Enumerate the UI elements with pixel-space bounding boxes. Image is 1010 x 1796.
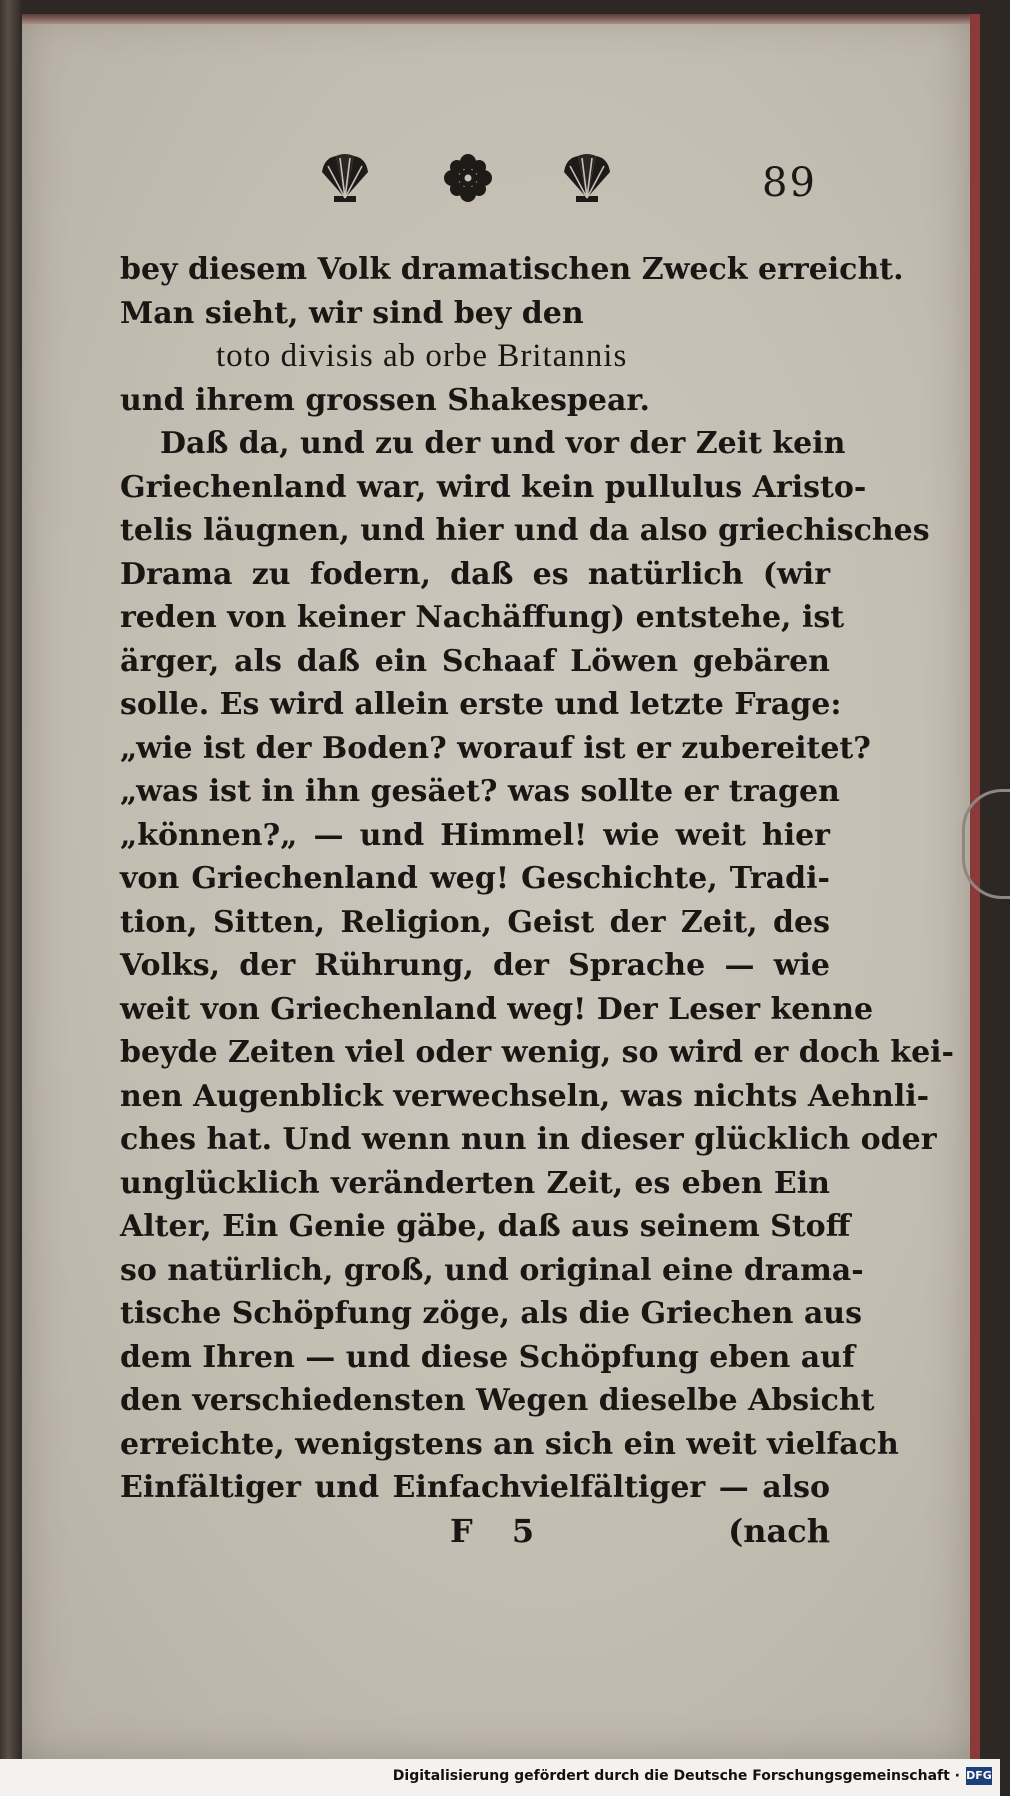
page-clip [962, 789, 1010, 899]
text-line: den verschiedensten Wegen dieselbe Absicht [120, 1383, 875, 1418]
page-top-edge [22, 14, 970, 24]
catchword: (nach [728, 1512, 830, 1550]
page-footer [120, 1512, 830, 1562]
text-line: reden von keiner Nachäffung) entstehe, ist [120, 600, 845, 635]
text-line: nen Augenblick verwechseln, was nichts Aehnli- [120, 1078, 930, 1114]
flower-ornament-icon [442, 152, 494, 204]
text-line: weit von Griechenland weg! Der Leser kenne [120, 991, 874, 1027]
text-line: beyde Zeiten viel oder wenig, so wird er doch kei- [120, 1035, 955, 1070]
text-line: Alter, Ein Genie gäbe, daß aus seinem Stoff [120, 1209, 851, 1244]
text-line: telis läugnen, und hier und da also griechisches [120, 513, 930, 548]
text-line: „was ist in ihn gesäet? was sollte er tragen [120, 774, 840, 809]
text-line: von Griechenland weg! Geschichte, Tradi- [120, 861, 830, 896]
page-header [316, 152, 826, 212]
text-line: unglücklich veränderten Zeit, es eben Ein [120, 1165, 830, 1201]
text-line: erreichte, wenigstens an sich ein weit vielfach [120, 1426, 899, 1462]
signature-mark: F 5 [450, 1512, 549, 1550]
text-line: „wie ist der Boden? worauf ist er zubereitet? [120, 730, 871, 766]
text-line: solle. Es wird allein erste und letzte Frage: [120, 687, 842, 722]
text-line: tion, Sitten, Religion, Geist der Zeit, des [120, 904, 830, 940]
text-line: ches hat. Und wenn nun in dieser glücklich oder [120, 1122, 937, 1157]
text-line: und ihrem grossen Shakespear. [120, 382, 650, 418]
text-line: bey diesem Volk dramatischen Zweck erreicht. [120, 252, 904, 287]
shell-ornament-icon [558, 152, 616, 204]
text-line: Man sieht, wir sind bey den [120, 295, 584, 331]
text-line: „können?„ — und Himmel! wie weit hier [120, 817, 830, 853]
page-number: 89 [762, 160, 817, 206]
text-line: so natürlich, groß, und original eine drama- [120, 1252, 864, 1288]
text-line: ärger, als daß ein Schaaf Löwen gebären [120, 643, 830, 679]
text-line: tische Schöpfung zöge, als die Griechen aus [120, 1296, 862, 1331]
text-line: Daß da, und zu der und vor der Zeit kein [160, 426, 846, 461]
text-line: Griechenland war, wird kein pullulus Aristo- [120, 469, 867, 505]
credit-bar [0, 1759, 1000, 1796]
dfg-logo: DFG [966, 1767, 992, 1785]
text-line: Volks, der Rührung, der Sprache — wie [120, 948, 830, 983]
text-line: dem Ihren — und diese Schöpfung eben auf [120, 1339, 855, 1375]
latin-quote-line: toto divisis ab orbe Britannis [216, 338, 628, 374]
shell-ornament-icon [316, 152, 374, 204]
body-text [120, 248, 955, 1510]
text-line: Drama zu fodern, daß es natürlich (wir [120, 556, 830, 592]
credit-text: Digitalisierung gefördert durch die Deutsche Forschungsgemeinschaft · [392, 1768, 960, 1784]
text-line: Einfältiger und Einfachvielfältiger — also [120, 1470, 830, 1505]
